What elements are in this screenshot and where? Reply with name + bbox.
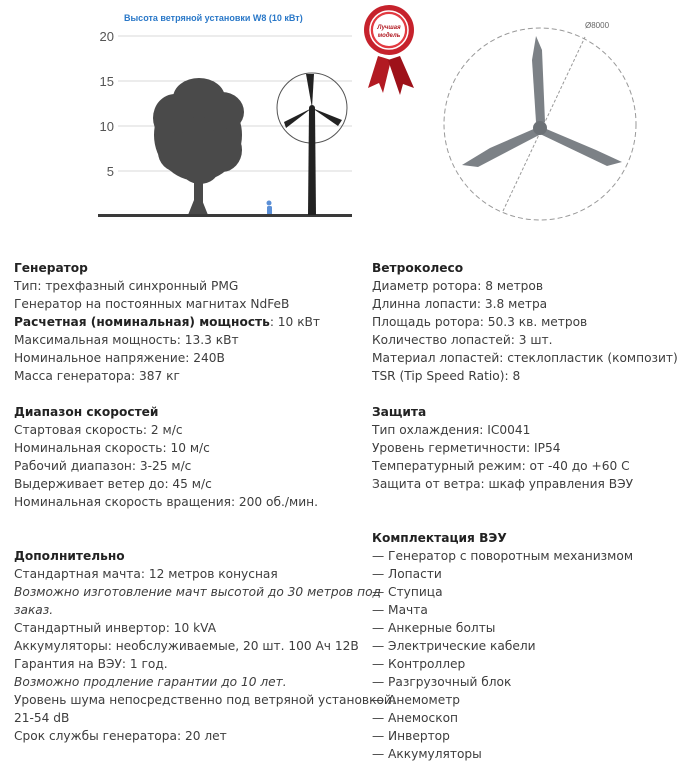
spec-line: Температурный режим: от -40 до +60 С: [372, 459, 630, 473]
protection-heading: Защита: [372, 405, 427, 419]
speeds-heading: Диапазон скоростей: [14, 405, 159, 419]
spec-line: Максимальная мощность: 13.3 кВт: [14, 333, 239, 347]
spec-line: Длинна лопасти: 3.8 метра: [372, 297, 548, 311]
rated-power-value: : 10 кВт: [269, 315, 321, 329]
left-spec-column: [14, 259, 396, 745]
kit-item: — Аккумуляторы: [372, 747, 482, 761]
spec-line: Диаметр ротора: 8 метров: [372, 279, 544, 293]
rotor-diameter-label: Ø8000: [585, 21, 610, 30]
spec-line: Уровень шума непосредственно под ветряной установкой:: [14, 693, 396, 707]
badge-label: Лучшая: [377, 25, 401, 31]
spec-line: Тип: трехфазный синхронный PMG: [14, 279, 239, 293]
kit-item: — Анемоскоп: [372, 711, 459, 725]
spec-line: Количество лопастей: 3 шт.: [372, 333, 553, 347]
kit-item: — Генератор с поворотным механизмом: [372, 549, 634, 563]
wind-turbine-figure: [0, 0, 640, 245]
generator-heading: Генератор: [14, 261, 88, 275]
kit-item: — Электрические кабели: [372, 639, 536, 653]
rated-power-label: Расчетная (номинальная) мощность: [14, 315, 270, 329]
kit-item: — Анкерные болты: [372, 621, 496, 635]
spec-line: Рабочий диапазон: 3-25 м/с: [14, 459, 192, 473]
height-tick-labels: [100, 29, 114, 179]
spec-line: Номинальная скорость вращения: 200 об./мин.: [14, 495, 318, 509]
spec-line: Номинальная скорость: 10 м/с: [14, 441, 210, 455]
kit-item: — Контроллер: [372, 657, 466, 671]
spec-line: Масса генератора: 387 кг: [14, 369, 180, 383]
spec-line: TSR (Tip Speed Ratio): 8: [372, 369, 521, 383]
spec-line: Тип охлаждения: IC0041: [372, 423, 531, 437]
spec-line: Генератор на постоянных магнитах NdFeB: [14, 297, 290, 311]
small-turbine: [277, 73, 347, 215]
spec-line: Материал лопастей: стеклопластик (композит): [372, 351, 678, 365]
right-spec-column: [372, 259, 678, 763]
kit-item: — Мачта: [372, 603, 428, 617]
tree-illustration: [153, 78, 244, 215]
badge-label: модель: [377, 33, 401, 39]
kit-item: — Анемометр: [372, 693, 461, 707]
kit-item: — Инвертор: [372, 729, 450, 743]
kit-heading: Комплектация ВЭУ: [372, 531, 507, 545]
best-model-badge: [364, 5, 414, 95]
spec-note: Возможно продление гарантии до 10 лет.: [14, 675, 287, 689]
chart-title: Высота ветряной установки W8 (10 кВт): [124, 13, 303, 23]
spec-line: 21-54 dB: [14, 711, 70, 725]
tick-label: 15: [99, 74, 114, 89]
spec-line: Выдерживает ветер до: 45 м/с: [14, 477, 212, 491]
spec-line: Стандартный инвертор: 10 kVA: [14, 621, 217, 635]
spec-line: Уровень герметичности: IP54: [372, 441, 561, 455]
spec-line: Защита от ветра: шкаф управления ВЭУ: [372, 477, 634, 491]
rated-power-line: [14, 313, 354, 331]
spec-line: Стандартная мачта: 12 метров конусная: [14, 567, 278, 581]
tick-label: 5: [106, 164, 114, 179]
kit-item: — Разгрузочный блок: [372, 675, 512, 689]
extra-heading: Дополнительно: [14, 549, 125, 563]
tick-label: 20: [99, 29, 114, 44]
person-figure: [267, 201, 273, 216]
rotor-diagram: [444, 21, 636, 220]
spec-note: заказ.: [14, 603, 54, 617]
spec-line: Стартовая скорость: 2 м/с: [14, 423, 183, 437]
spec-line: Аккумуляторы: необслуживаемые, 20 шт. 100 Ач 12В: [14, 639, 359, 653]
spec-line: Площадь ротора: 50.3 кв. метров: [372, 315, 588, 329]
spec-line: Номинальное напряжение: 240В: [14, 351, 225, 365]
kit-item: — Лопасти: [372, 567, 442, 581]
spec-line: Гарантия на ВЭУ: 1 год.: [14, 657, 168, 671]
tick-label: 10: [99, 119, 114, 134]
spec-line: Срок службы генератора: 20 лет: [14, 729, 227, 743]
wheel-heading: Ветроколесо: [372, 261, 464, 275]
spec-note: Возможно изготовление мачт высотой до 30 метров под: [14, 585, 381, 599]
kit-item: — Ступица: [372, 585, 443, 599]
